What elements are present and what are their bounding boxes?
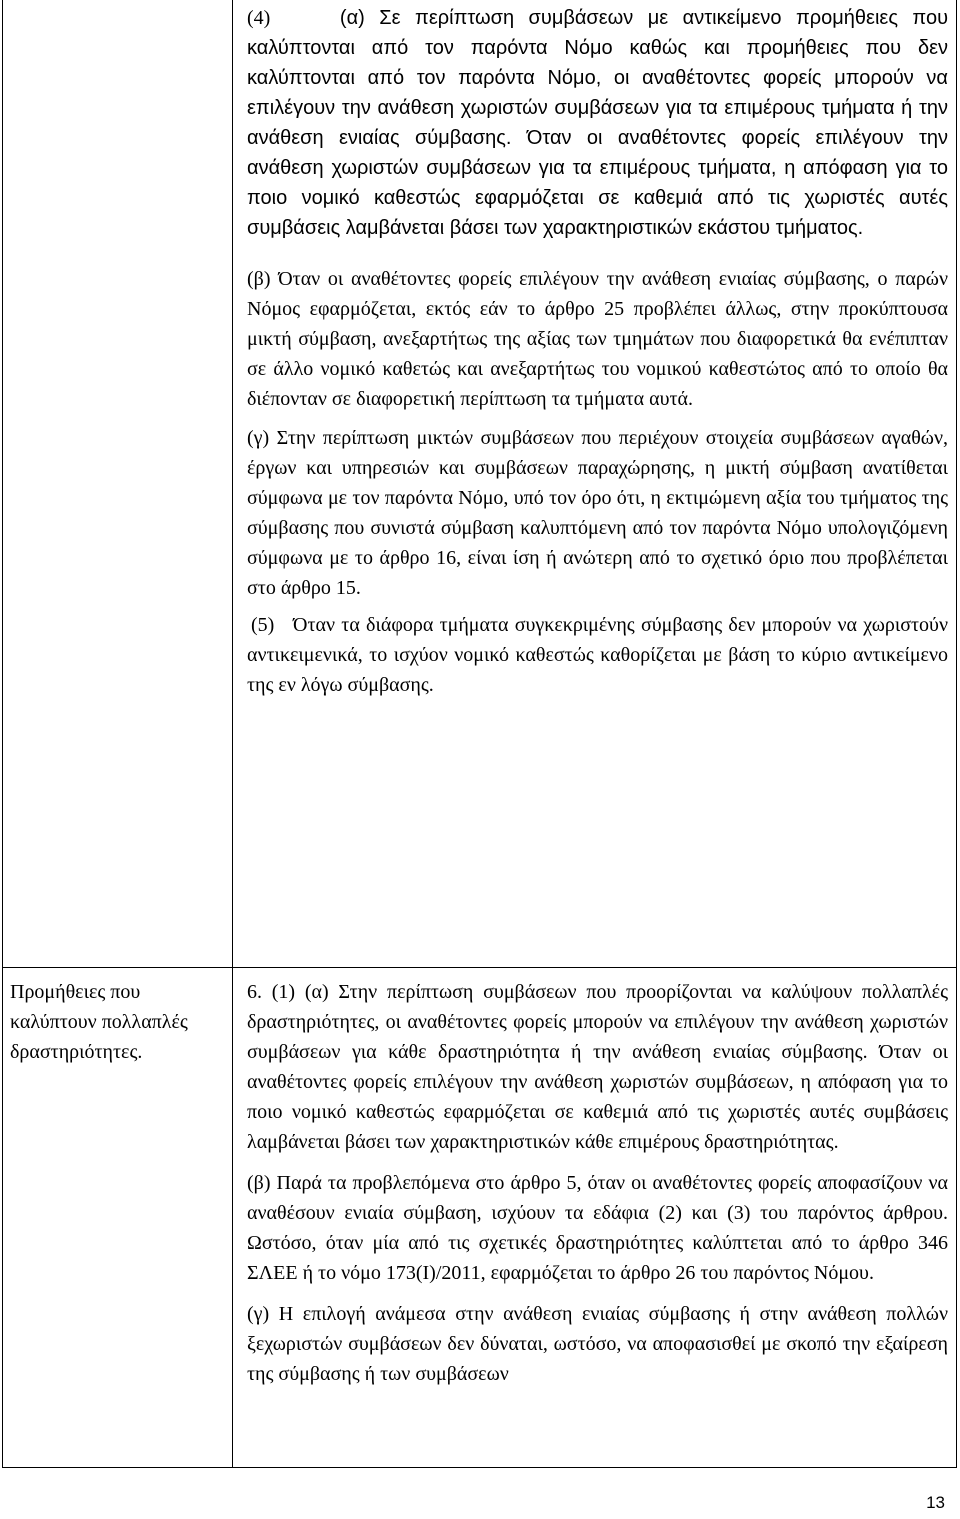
document-table [2, 0, 957, 1468]
table-row [3, 967, 957, 1468]
section-6-paragraph-a: 6. (1) (α) Στην περίπτωση συμβάσεων που προορίζονται να καλύψουν πολλαπλές δραστηριότητες, οι αναθέτοντες φορείς μπορούν να επιλέγουν την ανάθεση χωριστών συμβάσεων για κάθε δραστηριότητα ή την ανάθεση ενιαίας σύμβασης. Όταν οι αναθέτοντες φορείς επιλέγουν την ανάθεση χωριστών συμβάσεων, η απόφαση για το ποιο νομικό καθεστώς εφαρμόζεται σε καθεμιά από τις χωριστές αυτές συμβάσεις λαμβάνεται βάσει των χαρακτηριστικών κάθε επιμέρους δραστηριότητας. [247, 980, 948, 1153]
paragraph-5-text: Όταν τα διάφορα τμήματα συγκεκριμένης σύμβασης δεν μπορούν να χωριστούν αντικειμενικά, το ισχύον νομικό καθεστώς καθορίζεται με βάση το κύριο αντικείμενο της εν λόγω σύμβασης. [247, 614, 948, 696]
page-number: 13 [926, 1493, 945, 1512]
paragraph-number: (4) [247, 7, 271, 29]
paragraph-4a-continuation: Όταν οι αναθέτοντες φορείς επιλέγουν την ανάθεση χωριστών συμβάσεων για τα επιμέρους τμήματα, η απόφαση για το ποιο νομικό καθεστώς εφαρμόζεται σε καθεμιά από τις χωριστές αυτές συμβάσεις λαμβάνεται βάσει των χαρακτηριστικών εκάστου τμήματος. [247, 127, 949, 239]
paragraph-5 [247, 610, 948, 700]
margin-note-cell [3, 967, 233, 1468]
paragraph-4b: (β) Όταν οι αναθέτοντες φορείς επιλέγουν την ανάθεση ενιαίας σύμβασης, ο παρών Νόμος εφαρμόζεται, εκτός εάν το άρθρο 25 προβλέπει άλλως, στην προκύπτουσα μικτή σύμβαση, ανεξαρτήτως της αξίας των τμημάτων που διαφορετικά θα ενέπιπταν σε άλλο νομικό καθετώς και ανεξαρτήτως του νομικού καθεστώτος από το οποίο θα διέπονταν σε διαφορετική περίπτωση τα τμήματα αυτά. [247, 268, 948, 410]
paragraph-number: (5) [251, 614, 275, 636]
margin-note: Προμήθειες που καλύπτουν πολλαπλές δραστηριότητες. [10, 980, 188, 1063]
paragraph-4c: (γ) Στην περίπτωση μικτών συμβάσεων που περιέχουν στοιχεία συμβάσεων αγαθών, έργων και υπηρεσιών και συμβάσεων παραχώρησης, η μικτή σύμβαση ανατίθεται σύμφωνα με τον παρόντα Νόμο, υπό τον όρο ότι, η εκτιμώμενη αξία του τμήματος της σύμβασης που συνιστά σύμβαση καλυπτόμενη από τον παρόντα Νόμο υπολογιζόμενη σύμφωνα με το άρθρο 16, είναι ίση ή ανώτερη από το σχετικό όριο που προβλέπεται στο άρθρο 15. [247, 427, 948, 599]
body-text-cell [233, 967, 957, 1468]
section-6-paragraph-c: (γ) Η επιλογή ανάμεσα στην ανάθεση ενιαίας σύμβασης ή στην ανάθεση πολλών ξεχωριστών συμβάσεων δεν δύναται, ωστόσο, να αποφασισθεί με σκοπό την εξαίρεση της σύμβασης ή των συμβάσεων [247, 1302, 948, 1385]
paragraph-4a [247, 0, 948, 243]
body-text-cell [233, 0, 957, 967]
section-6-paragraph-b: (β) Παρά τα προβλεπόμενα στο άρθρο 5, όταν οι αναθέτοντες φορείς αποφασίζουν να αναθέσουν ενιαία σύμβαση, ισχύουν τα εδάφια (2) και (3) του παρόντος άρθρου. Ωστόσο, όταν μία από τις σχετικές δραστηριότητες καλύπτεται από το άρθρο 346 ΣΛΕΕ ή το νόμο 173(Ι)/2011, εφαρμόζεται το άρθρο 26 του παρόντος Νόμου. [247, 1171, 948, 1284]
margin-note-cell-empty [3, 0, 233, 967]
table-row [3, 0, 957, 967]
paragraph-4a-text: (α) Σε περίπτωση συμβάσεων με αντικείμενο προμήθειες που καλύπτονται από τον παρόντα Νόμο καθώς και προμήθειες που δεν καλύπτονται από τον παρόντα Νόμο, οι αναθέτοντες φορείς μπορούν να επιλέγουν την ανάθεση χωριστών συμβάσεων για τα επιμέρους τμήματα ή την ανάθεση ενιαίας σύμβασης. [247, 7, 949, 149]
